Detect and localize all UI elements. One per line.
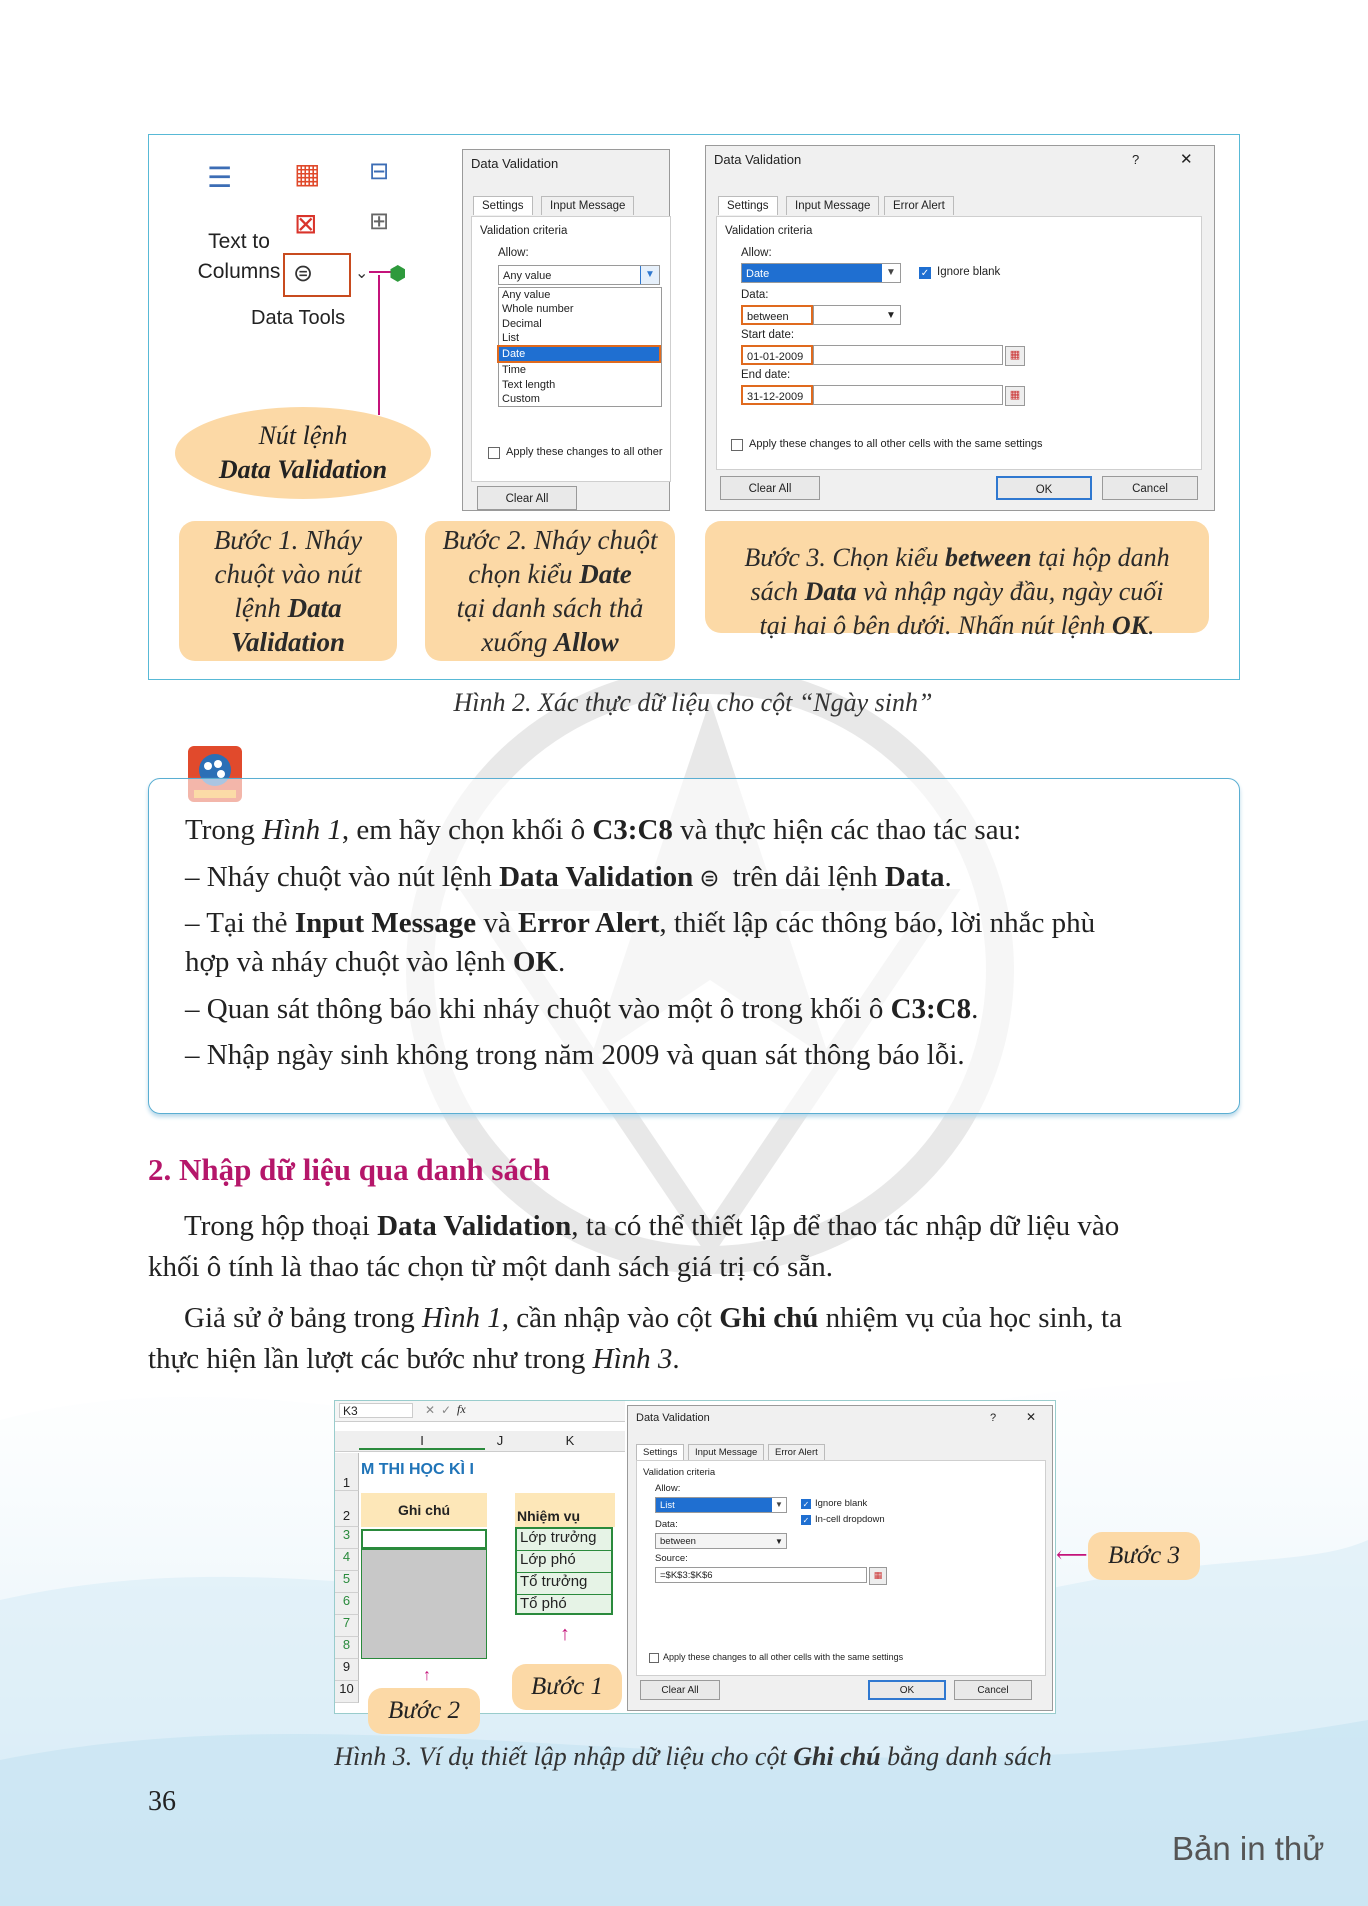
tab-input-message[interactable]: Input Message <box>688 1444 764 1460</box>
paragraph-1-line-1 <box>184 1206 1119 1247</box>
tab-settings[interactable]: Settings <box>636 1444 684 1460</box>
data-value: between <box>660 1536 696 1547</box>
callout-data-validation <box>175 407 431 499</box>
row-number: 9 <box>335 1659 359 1681</box>
paragraph-2-line-1 <box>184 1298 1122 1339</box>
p2-bold: Ghi chú <box>719 1302 819 1334</box>
column-i-header[interactable]: I <box>359 1433 485 1450</box>
dropdown-arrow-icon[interactable]: ▼ <box>882 264 900 282</box>
step2-line2-bold: Date <box>579 559 632 589</box>
sheet-title-cell[interactable]: M THI HỌC KÌ I <box>361 1461 474 1478</box>
ignore-blank-label: Ignore blank <box>815 1498 868 1509</box>
allow-label: Allow: <box>498 247 529 259</box>
l2-bold2: Data <box>884 861 945 893</box>
caption-pre: Hình 3. Ví dụ thiết lập nhập dữ liệu cho cột <box>334 1742 794 1771</box>
fx-icon[interactable]: fx <box>457 1402 466 1416</box>
dropdown-arrow-icon[interactable]: ▼ <box>886 310 896 321</box>
option-whole-number[interactable]: Whole number <box>502 303 574 316</box>
clear-all-button[interactable]: Clear All <box>720 476 820 500</box>
step3-line3-bold: OK <box>1111 611 1148 640</box>
dialog-settings-panel <box>716 216 1202 470</box>
cancel-button[interactable]: Cancel <box>1102 476 1198 500</box>
text-to-columns-line2: Columns <box>197 260 281 283</box>
data-validation-button[interactable] <box>283 253 351 297</box>
option-custom[interactable]: Custom <box>502 393 540 406</box>
tab-error-alert[interactable]: Error Alert <box>884 196 954 215</box>
clear-all-button[interactable]: Clear All <box>477 486 577 510</box>
activity-line-4 <box>185 943 565 981</box>
row-number: 4 <box>335 1549 359 1571</box>
criteria-label: Validation criteria <box>725 225 813 237</box>
clear-all-button[interactable]: Clear All <box>640 1680 720 1700</box>
data-validation-icon: ⊜ <box>699 865 720 892</box>
dropdown-arrow-icon[interactable]: ▼ <box>640 266 659 284</box>
dialog-title: Data Validation <box>471 156 559 171</box>
column-headers <box>335 1431 625 1452</box>
step3-line1-post: tại hộp danh <box>1031 543 1170 572</box>
allow-dropdown[interactable] <box>498 265 660 285</box>
step2-line2-text: chọn kiểu <box>468 559 580 589</box>
text-to-columns-label <box>189 227 289 287</box>
end-date-value: 31-12-2009 <box>747 391 804 403</box>
l2-mid: trên dải lệnh <box>725 861 885 893</box>
dialog-settings-panel <box>636 1460 1046 1676</box>
p2-post: nhiệm vụ của học sinh, ta <box>818 1302 1122 1334</box>
allow-options-list <box>498 287 662 407</box>
column-j-header[interactable]: J <box>496 1433 504 1448</box>
allow-value: Date <box>746 268 770 280</box>
draft-print-note: Bản in thử <box>1172 1830 1325 1867</box>
incell-dropdown-label: In-cell dropdown <box>815 1514 885 1525</box>
allow-label: Allow: <box>741 247 772 259</box>
l1-pre: Trong <box>185 814 263 846</box>
l4-post: . <box>557 946 566 978</box>
step3-line2 <box>705 575 1209 609</box>
incell-dropdown-checkbox[interactable]: ✓ <box>802 1516 810 1525</box>
apply-text: Apply these changes to all other cells with the same settings <box>663 1652 904 1662</box>
l5-bold: C3:C8 <box>890 993 972 1025</box>
task-cell[interactable]: Lớp phó <box>517 1551 611 1573</box>
figure-3-frame <box>334 1400 1056 1714</box>
dialog-title: Data Validation <box>714 152 802 167</box>
end-date-input-ext[interactable] <box>813 385 1003 405</box>
activity-box <box>148 778 1240 1114</box>
p2-mid: , cần nhập vào cột <box>501 1302 720 1334</box>
p2-line2-pre: thực hiện lần lượt các bước như trong <box>148 1343 593 1375</box>
section-heading: 2. Nhập dữ liệu qua danh sách <box>148 1152 550 1187</box>
l4-pre: hợp và nháy chuột vào lệnh <box>185 946 513 978</box>
allow-dropdown[interactable] <box>655 1497 787 1513</box>
l5-pre: – Quan sát thông báo khi nháy chuột vào một ô trong khối ô <box>185 993 891 1025</box>
figure-2-frame <box>148 134 1240 680</box>
l3-pre: – Tại thẻ <box>185 907 295 939</box>
data-label: Data: <box>655 1519 678 1530</box>
paragraph-1-line-2: khối ô tính là thao tác chọn từ một danh sách giá trị có sẵn. <box>148 1251 833 1283</box>
l3-post: , thiết lập các thông báo, lời nhắc phù <box>659 907 1096 939</box>
apply-checkbox[interactable] <box>731 439 743 451</box>
l1-bold: C3:C8 <box>592 814 673 846</box>
allow-value: List <box>660 1500 675 1511</box>
option-list[interactable]: List <box>502 331 520 344</box>
step2-line3: tại danh sách thả <box>456 593 644 623</box>
tab-settings[interactable]: Settings <box>473 196 533 215</box>
arrow-up-icon: ↑ <box>560 1623 570 1645</box>
step1-line2: chuột vào nút <box>214 559 362 589</box>
l2-post: . <box>944 861 952 893</box>
activity-line-2 <box>185 858 952 898</box>
cancel-button[interactable]: Cancel <box>954 1680 1032 1700</box>
option-date[interactable]: Date <box>497 345 661 363</box>
help-icon[interactable]: ? <box>1132 152 1140 167</box>
header-ghi-chu[interactable]: Ghi chú <box>361 1493 487 1527</box>
text-to-columns-icon[interactable]: ☰ <box>207 162 233 193</box>
step-2-label: Bước 2 <box>368 1688 480 1734</box>
what-if-icon[interactable]: ⬢ <box>389 263 407 285</box>
paragraph-2-line-2 <box>148 1339 680 1380</box>
start-date-input[interactable] <box>741 345 813 365</box>
step1-line3-text: lệnh <box>234 593 288 623</box>
task-cell[interactable]: Tổ phó <box>520 1595 567 1612</box>
l1-post: và thực hiện các thao tác sau: <box>672 814 1022 846</box>
arrow-up-icon: ↑ <box>423 1667 431 1684</box>
tab-input-message[interactable]: Input Message <box>786 196 879 215</box>
tab-error-alert[interactable]: Error Alert <box>768 1444 825 1460</box>
name-box[interactable]: K3 <box>339 1403 413 1418</box>
end-date-label: End date: <box>741 369 791 381</box>
l3-bold2: Error Alert <box>517 907 660 939</box>
row-number: 8 <box>335 1637 359 1659</box>
range-picker-icon[interactable]: ▦ <box>869 1567 887 1585</box>
step1-line4: Validation <box>230 627 346 657</box>
tab-settings[interactable]: Settings <box>718 196 778 215</box>
option-any-value[interactable]: Any value <box>502 289 551 301</box>
dialog-title: Data Validation <box>636 1412 710 1424</box>
close-icon[interactable]: ✕ <box>1180 151 1193 168</box>
flash-fill-icon[interactable]: ▦ <box>294 158 321 189</box>
activity-line-6: – Nhập ngày sinh không trong năm 2009 và quan sát thông báo lỗi. <box>185 1039 965 1071</box>
formula-bar <box>335 1401 625 1422</box>
start-date-label: Start date: <box>741 329 795 341</box>
l2-pre: – Nháy chuột vào nút lệnh <box>185 861 500 893</box>
allow-value: Any value <box>503 270 552 282</box>
row-number: 5 <box>335 1571 359 1593</box>
ok-button[interactable]: OK <box>868 1680 946 1700</box>
task-cell[interactable]: Lớp trưởng <box>517 1529 611 1551</box>
allow-label: Allow: <box>655 1483 681 1494</box>
data-label: Data: <box>741 289 769 301</box>
p2-line2-post: . <box>672 1343 680 1375</box>
apply-text: Apply these changes to all other cells with the same settings <box>749 438 1043 450</box>
step3-line1 <box>705 541 1209 575</box>
data-validation-dialog <box>705 145 1215 511</box>
step2-line4-bold: Allow <box>554 627 619 657</box>
p2-italic: Hình 1 <box>422 1302 502 1334</box>
cancel-icon[interactable]: ✕ <box>425 1403 436 1417</box>
option-text-length[interactable]: Text length <box>502 378 556 391</box>
step3-line1-bold: between <box>945 543 1032 572</box>
data-validation-dialog-partial <box>462 149 670 511</box>
ignore-blank-label: Ignore blank <box>937 266 1001 278</box>
step1-line1: Bước 1. Nháy <box>213 525 363 555</box>
dropdown-arrow-icon[interactable]: ▼ <box>772 1498 786 1512</box>
close-icon[interactable]: ✕ <box>1026 1410 1037 1424</box>
option-time[interactable]: Time <box>502 364 527 377</box>
start-date-input-ext[interactable] <box>813 345 1003 365</box>
p2-line2-italic: Hình 3 <box>592 1343 673 1375</box>
apply-text: Apply these changes to all other <box>506 446 663 458</box>
row-number: 1 <box>335 1453 359 1491</box>
range-picker-icon[interactable]: ▦ <box>1005 386 1025 406</box>
dialog-settings-panel <box>471 216 671 482</box>
l1-mid: , em hãy chọn khối ô <box>341 814 593 846</box>
row-number: 2 <box>335 1491 359 1527</box>
ignore-blank-checkbox[interactable]: ✓ <box>920 268 930 279</box>
source-label: Source: <box>655 1553 688 1564</box>
data-dropdown-ext[interactable] <box>813 305 901 325</box>
apply-checkbox[interactable] <box>649 1653 659 1663</box>
step1-line3-bold: Data <box>287 593 342 623</box>
ignore-blank-checkbox[interactable]: ✓ <box>802 1500 810 1509</box>
row-number: 6 <box>335 1593 359 1615</box>
criteria-label: Validation criteria <box>643 1467 716 1478</box>
allow-dropdown[interactable] <box>741 263 901 283</box>
activity-line-3 <box>185 904 1095 942</box>
help-icon[interactable]: ? <box>990 1412 997 1424</box>
apply-checkbox[interactable] <box>488 447 500 459</box>
check-icon[interactable]: ✓ <box>441 1403 452 1417</box>
step1-line3 <box>179 591 397 625</box>
l2-bold: Data Validation <box>499 861 694 893</box>
p1-post: , ta có thể thiết lập để thao tác nhập dữ liệu vào <box>571 1210 1120 1242</box>
tab-input-message[interactable]: Input Message <box>541 196 634 215</box>
step2-line1: Bước 2. Nháy chuột <box>442 525 658 555</box>
step-2-callout <box>425 521 675 661</box>
option-decimal[interactable]: Decimal <box>502 317 542 330</box>
figure-3-caption <box>148 1742 1238 1772</box>
caption-bold: Ghi chú <box>793 1742 881 1771</box>
row-number: 3 <box>335 1527 359 1549</box>
chevron-down-icon[interactable]: ⌄ <box>355 265 369 282</box>
ok-button[interactable]: OK <box>996 476 1092 500</box>
text-to-columns-line1: Text to <box>208 230 270 253</box>
end-date-input[interactable] <box>741 385 813 405</box>
step3-line2-text: sách <box>750 577 805 606</box>
step2-line4-text: xuống <box>481 627 555 657</box>
activity-line-5 <box>185 990 978 1028</box>
l1-italic: Hình 1 <box>262 814 342 846</box>
start-date-value: 01-01-2009 <box>747 351 804 363</box>
step3-line2-bold: Data <box>804 577 857 606</box>
data-dropdown[interactable] <box>655 1533 787 1549</box>
callout-line1: Nút lệnh <box>258 421 348 450</box>
pointer-line-vertical <box>378 275 380 415</box>
p2-pre: Giả sử ở bảng trong <box>184 1302 423 1334</box>
relationships-icon[interactable]: ⊞ <box>369 208 390 235</box>
step-1-callout <box>179 521 397 661</box>
l3-mid: và <box>476 907 518 939</box>
row-number: 10 <box>335 1681 359 1703</box>
l4-bold: OK <box>512 946 558 978</box>
data-validation-dialog <box>627 1405 1053 1711</box>
source-input[interactable] <box>655 1567 867 1583</box>
row-number: 7 <box>335 1615 359 1637</box>
header-nhiem-vu[interactable]: Nhiệm vụ <box>515 1493 615 1527</box>
step3-line2-post: và nhập ngày đầu, ngày cuối <box>856 577 1164 606</box>
data-tools-group-label: Data Tools <box>251 307 346 329</box>
criteria-label: Validation criteria <box>480 225 568 237</box>
callout-line2: Data Validation <box>218 455 388 484</box>
l5-post: . <box>971 993 979 1025</box>
task-list-range <box>515 1527 613 1615</box>
step3-line3-text: tại hai ô bên dưới. Nhấn nút lệnh <box>759 611 1112 640</box>
consolidate-icon[interactable]: ⊟ <box>369 158 390 185</box>
remove-duplicates-icon[interactable]: ⊠ <box>294 208 318 239</box>
arrow-left-icon: ⟵ <box>1056 1542 1088 1567</box>
data-validation-icon: ⊜ <box>293 260 314 287</box>
step2-line4 <box>425 625 675 659</box>
p1-pre: Trong hộp thoại <box>184 1210 378 1242</box>
data-value: between <box>747 311 789 323</box>
figure-2-caption: Hình 2. Xác thực dữ liệu cho cột “Ngày sinh” <box>453 688 933 717</box>
p1-bold: Data Validation <box>377 1210 572 1242</box>
caption-post: bằng danh sách <box>880 1742 1052 1771</box>
range-picker-icon[interactable]: ▦ <box>1005 346 1025 366</box>
step-3-label: Bước 3 <box>1088 1532 1200 1580</box>
column-k-header[interactable]: K <box>565 1433 575 1448</box>
step3-line3-post: . <box>1147 611 1155 640</box>
activity-line-1 <box>185 811 1021 849</box>
active-cell[interactable] <box>361 1529 487 1549</box>
task-cell[interactable]: Tổ trưởng <box>517 1573 611 1595</box>
step-1-label: Bước 1 <box>512 1664 622 1710</box>
page-number: 36 <box>148 1786 176 1817</box>
step3-line1-text: Bước 3. Chọn kiểu <box>744 543 945 572</box>
source-value: =$K$3:$K$6 <box>660 1570 713 1581</box>
data-dropdown[interactable] <box>741 305 813 325</box>
dropdown-arrow-icon[interactable]: ▼ <box>775 1537 783 1546</box>
selected-range[interactable] <box>361 1549 487 1659</box>
step3-line3 <box>705 609 1209 643</box>
l3-bold1: Input Message <box>294 907 477 939</box>
step-3-callout <box>705 521 1209 640</box>
step2-line2 <box>425 557 675 591</box>
